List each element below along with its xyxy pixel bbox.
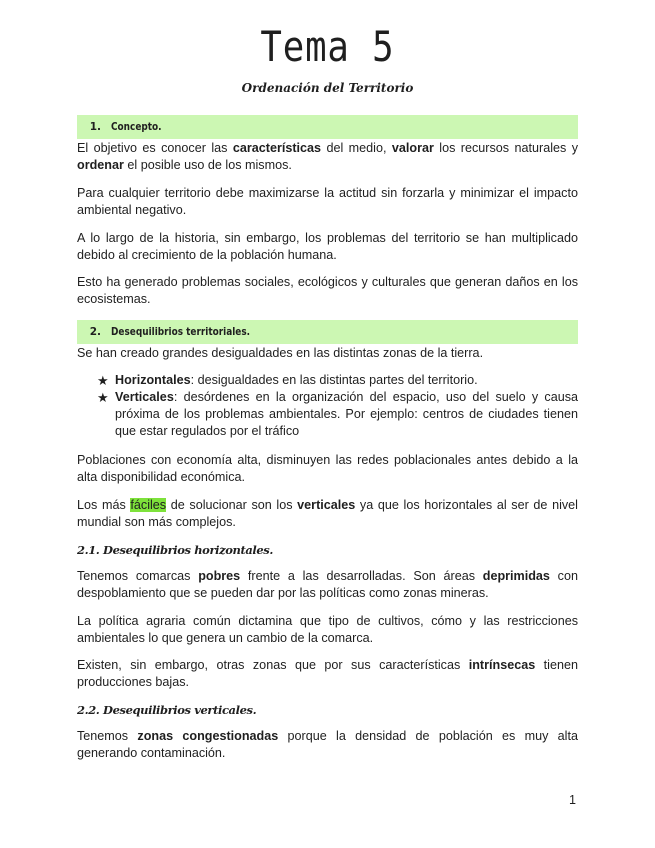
paragraph: Tenemos zonas congestionadas porque la densidad de población es muy alta generando contaminación.	[77, 729, 578, 760]
page-title: Tema 5	[260, 22, 395, 71]
paragraph: Tenemos comarcas pobres frente a las desarrolladas. Son áreas deprimidas con despoblamiento que se pueden dar por las políticas como zonas mineras.	[77, 569, 578, 600]
paragraph: La política agraria común dictamina que tipo de cultivos, cómo y las restricciones ambientales lo que genera un cambio de la comarca.	[77, 614, 578, 645]
subsection-title: 2.2. Desequilibrios verticales.	[77, 703, 257, 717]
paragraph: Se han creado grandes desigualdades en las distintas zonas de la tierra.	[77, 346, 484, 360]
paragraph: Existen, sin embargo, otras zonas que por sus características intrínsecas tienen producciones bajas.	[77, 658, 578, 689]
section-heading-concepto	[77, 115, 578, 139]
paragraph: Los más fáciles de solucionar son los verticales ya que los horizontales al ser de nivel mundial son más complejos.	[77, 498, 578, 529]
section-label: Desequilibrios territoriales.	[111, 326, 251, 338]
page-number: 1	[569, 793, 577, 807]
paragraph: Esto ha generado problemas sociales, ecológicos y culturales que generan daños en los ecosistemas.	[77, 275, 578, 306]
section-label: Concepto.	[111, 121, 162, 133]
paragraph: Para cualquier territorio debe maximizarse la actitud sin forzarla y minimizar el impacto ambiental negativo.	[77, 186, 578, 217]
paragraph: A lo largo de la historia, sin embargo, los problemas del territorio se han multiplicado debido al crecimiento de la población humana.	[77, 231, 578, 262]
subsection-title: 2.1. Desequilibrios horizontales.	[77, 543, 273, 557]
highlighted-text: fáciles	[130, 498, 167, 512]
paragraph: El objetivo es conocer las características del medio, valorar los recursos naturales y ordenar el posible uso de los mismos.	[77, 141, 578, 172]
list-item: ★ Horizontales: desigualdades en las distintas partes del territorio.	[97, 373, 478, 388]
section-heading-desequilibrios	[77, 320, 578, 344]
paragraph: Poblaciones con economía alta, disminuyen las redes poblacionales antes debido a la alta disponibilidad económica.	[77, 453, 578, 484]
section-number: 1.	[89, 121, 101, 133]
star-icon: ★	[97, 390, 109, 405]
star-icon: ★	[97, 373, 109, 388]
section-number: 2.	[89, 326, 101, 338]
page-subtitle: Ordenación del Territorio	[241, 81, 414, 95]
list-item: ★ Verticales: desórdenes en la organización del espacio, uso del suelo y causa próxima de los problemas ambientales. Por ejemplo: centros de ciudades tienen que estar regulados por el tráfico	[97, 390, 578, 438]
